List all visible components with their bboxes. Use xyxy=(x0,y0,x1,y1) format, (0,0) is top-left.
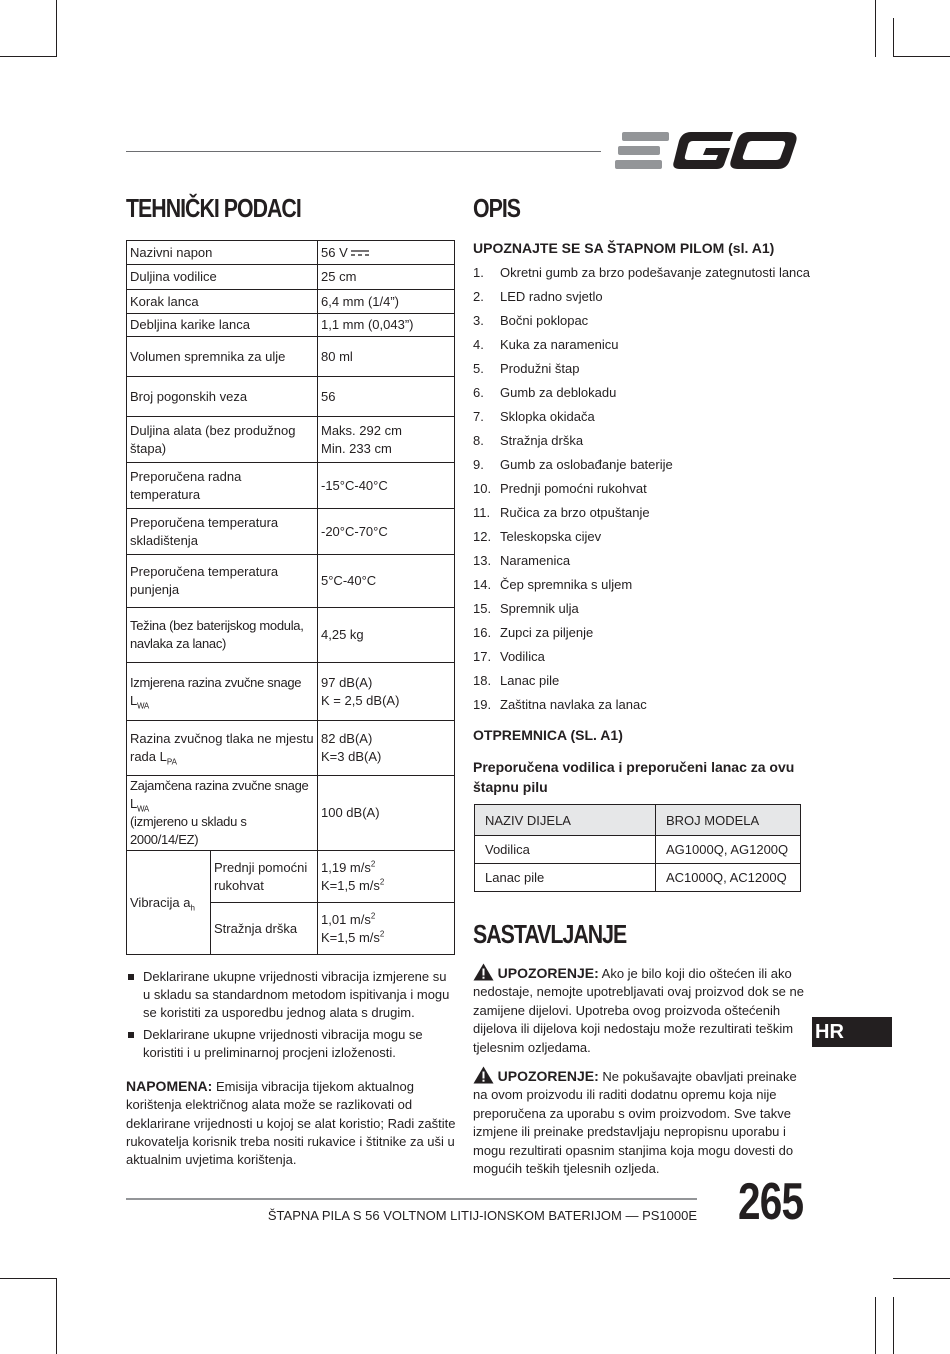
vibration-front-value: 1,19 $m/s^2$ K=1,5 $m/s^2$ xyxy=(318,851,455,903)
list-item: 13. Naramenica xyxy=(473,553,571,568)
spec-table xyxy=(126,240,455,955)
spec-value: 6,4 mm (1/4”) xyxy=(318,290,455,314)
spec-value: 100 dB(A) xyxy=(318,776,455,851)
note-text: Emisija vibracija tijekom aktualnog korištenja električnog alata može se razlikovati od deklarirane vrijednosti u kojoj se alat koristio; Radi zaštite rukovatelja korisnik treba nositi rukavice i štitnike za uši u aktualnim uvjetima korištenja. xyxy=(126,1079,456,1168)
header-rule xyxy=(126,151,601,152)
spec-label: Volumen spremnika za ulje xyxy=(127,337,318,377)
language-tab: HR xyxy=(812,1017,892,1047)
table-row xyxy=(127,290,455,314)
page-title: TEHNIČKI PODACI xyxy=(126,193,301,223)
list-item: 1. Okretni gumb za brzo podešavanje zategnutosti lanca xyxy=(473,265,811,280)
spec-label: Razina zvučnog tlaka ne mjestu rada $L_{PA}$ xyxy=(127,721,318,776)
warning-paragraph: UPOZORENJE: Ne pokušavajte obavljati preinake na ovom proizvodu ili raditi dodatnu opremu koja nije preporučena za uporabu s ovim proizvodom. Sve takve izmjene ili preinake predstavljaju nepropisnu uporabu i mogu rezultirati opasnim stanjima koja mogu dovesti do mogućih teških tjelesnih ozljeda. xyxy=(473,1068,797,1177)
list-item: 15. Spremnik ulja xyxy=(473,601,579,616)
parts-list xyxy=(473,263,813,719)
list-item: Deklarirane ukupne vrijednosti vibracija izmjerene su u skladu sa standardnom metodom ispitivanja i mogu se koristiti za usporedbu jednog alata s drugim. xyxy=(126,968,456,1022)
spec-label: Duljina alata (bez produžnog štapa) xyxy=(127,417,318,463)
spec-label: Nazivni napon xyxy=(127,241,318,265)
list-item: 9. Gumb za oslobađanje baterije xyxy=(473,457,673,472)
spec-label: Težina (bez baterijskog modula, navlaka za lanac) xyxy=(127,608,318,663)
crop-mark xyxy=(893,18,894,57)
crop-mark xyxy=(0,1278,57,1279)
list-item: 7. Sklopka okidača xyxy=(473,409,595,424)
table-cell: AG1000Q, AG1200Q xyxy=(656,836,801,864)
spec-value: 56 xyxy=(318,377,455,417)
spec-label: Duljina vodilice xyxy=(127,265,318,290)
spec-label: Zajamčena razina zvučne snage $L_{WA}$ (izmjereno u skladu s 2000/14/EZ) xyxy=(127,776,318,851)
bullet-square-icon xyxy=(128,974,134,980)
crop-mark xyxy=(0,56,57,57)
warning-label: UPOZORENJE: xyxy=(497,965,599,981)
spec-value: 4,25 kg xyxy=(318,608,455,663)
packing-heading: OTPREMNICA (SL. A1) xyxy=(473,727,623,743)
spec-value: 1,1 mm (0,043”) xyxy=(318,314,455,337)
table-row xyxy=(127,721,455,776)
spec-value: -15°C-40°C xyxy=(318,463,455,509)
table-row xyxy=(127,776,455,851)
column-header: NAZIV DIJELA xyxy=(475,805,656,836)
table-header-row xyxy=(475,805,801,836)
table-row xyxy=(127,509,455,555)
vibration-rear-label: Stražnja drška xyxy=(211,903,318,955)
page-number: 265 xyxy=(738,1173,804,1231)
spec-value: -20°C-70°C xyxy=(318,509,455,555)
list-item: 5. Produžni štap xyxy=(473,361,580,376)
section-title-opis: OPIS xyxy=(473,193,521,223)
crop-mark xyxy=(893,1278,950,1279)
spec-value: 80 ml xyxy=(318,337,455,377)
table-cell: Vodilica xyxy=(475,836,656,864)
list-item: 2. LED radno svjetlo xyxy=(473,289,603,304)
note-paragraph xyxy=(126,1077,456,1169)
spec-value: Maks. 292 cm Min. 233 cm xyxy=(318,417,455,463)
table-cell: Lanac pile xyxy=(475,864,656,892)
vibration-rear-value: 1,01 $m/s^2$ K=1,5 $m/s^2$ xyxy=(318,903,455,955)
spec-value: 56 V xyxy=(318,241,455,265)
warning-paragraph: UPOZORENJE: Ako je bilo koji dio oštećen ili ako nedostaje, nemojte upotrebljavati ovaj proizvod dok se ne zamijene dijelovi. Upotreba ovog proizvoda oštećenih dijelova ili dijelova koji nedostaju može rezultirati teškim tjelesnim ozljedama. xyxy=(473,965,804,1055)
footer-title: ŠTAPNA PILA S 56 VOLTNOM LITIJ-IONSKOM BATERIJOM — PS1000E xyxy=(267,1208,697,1223)
crop-mark xyxy=(56,1278,57,1354)
list-item: Deklarirane ukupne vrijednosti vibracija mogu se koristiti i u preliminarnoj procjeni izloženosti. xyxy=(126,1026,456,1062)
spec-value: 5°C-40°C xyxy=(318,555,455,608)
list-item: 6. Gumb za deblokadu xyxy=(473,385,617,400)
table-row xyxy=(475,864,801,892)
table-row xyxy=(127,417,455,463)
list-item: 12. Teleskopska cijev xyxy=(473,529,602,544)
list-item: 10. Prednji pomoćni rukohvat xyxy=(473,481,647,496)
ego-logo xyxy=(615,129,800,173)
recommended-heading: Preporučena vodilica i preporučeni lanac za ovu štapnu pilu xyxy=(473,759,795,795)
table-cell: AC1000Q, AC1200Q xyxy=(656,864,801,892)
table-row xyxy=(127,265,455,290)
table-row xyxy=(127,851,455,903)
list-item: 14. Čep spremnika s uljem xyxy=(473,577,633,592)
dc-symbol-icon xyxy=(351,249,369,257)
list-item: 3. Bočni poklopac xyxy=(473,313,589,328)
spec-label: Preporučena temperatura punjenja xyxy=(127,555,318,608)
crop-mark xyxy=(893,56,950,57)
list-item: 17. Vodilica xyxy=(473,649,545,664)
crop-mark xyxy=(893,1297,894,1354)
table-row xyxy=(127,463,455,509)
vibration-notes xyxy=(126,968,456,1066)
list-item: 19. Zaštitna navlaka za lanac xyxy=(473,697,647,712)
model-table xyxy=(474,804,801,892)
table-row xyxy=(127,663,455,721)
table-row xyxy=(127,377,455,417)
column-header: BROJ MODELA xyxy=(656,805,801,836)
warning-label: UPOZORENJE: xyxy=(497,1068,599,1084)
table-row xyxy=(127,241,455,265)
table-row xyxy=(127,337,455,377)
table-row xyxy=(475,836,801,864)
note-label: NAPOMENA: xyxy=(126,1078,213,1094)
spec-value: 97 dB(A) K = 2,5 dB(A) xyxy=(318,663,455,721)
know-heading: UPOZNAJTE SE SA ŠTAPNOM PILOM (sl. A1) xyxy=(473,240,775,256)
list-item: 8. Stražnja drška xyxy=(473,433,584,448)
crop-mark xyxy=(875,0,876,57)
spec-label: Preporučena temperatura skladištenja xyxy=(127,509,318,555)
list-item: 18. Lanac pile xyxy=(473,673,560,688)
spec-value: 25 cm xyxy=(318,265,455,290)
table-row xyxy=(127,608,455,663)
list-item: 4. Kuka za naramenicu xyxy=(473,337,619,352)
footer-rule xyxy=(126,1198,697,1200)
section-title-assembly: SASTAVLJANJE xyxy=(473,919,627,949)
warning-triangle-icon xyxy=(473,963,494,981)
vibration-front-label: Prednji pomoćni rukohvat xyxy=(211,851,318,903)
spec-label: Korak lanca xyxy=(127,290,318,314)
crop-mark xyxy=(875,1297,876,1354)
crop-mark xyxy=(56,0,57,57)
list-item: 16. Zupci za piljenje xyxy=(473,625,594,640)
vibration-label: Vibracija $a_h$ xyxy=(127,851,211,955)
table-row xyxy=(127,314,455,337)
table-row xyxy=(127,555,455,608)
bullet-square-icon xyxy=(128,1032,134,1038)
spec-label: Izmjerena razina zvučne snage $L_{WA}$ xyxy=(127,663,318,721)
spec-label: Preporučena radna temperatura xyxy=(127,463,318,509)
spec-value: 82 dB(A) K=3 dB(A) xyxy=(318,721,455,776)
spec-label: Debljina karike lanca xyxy=(127,314,318,337)
list-item: 11. Ručica za brzo otpuštanje xyxy=(473,505,650,520)
warning-triangle-icon xyxy=(473,1066,494,1084)
spec-label: Broj pogonskih veza xyxy=(127,377,318,417)
